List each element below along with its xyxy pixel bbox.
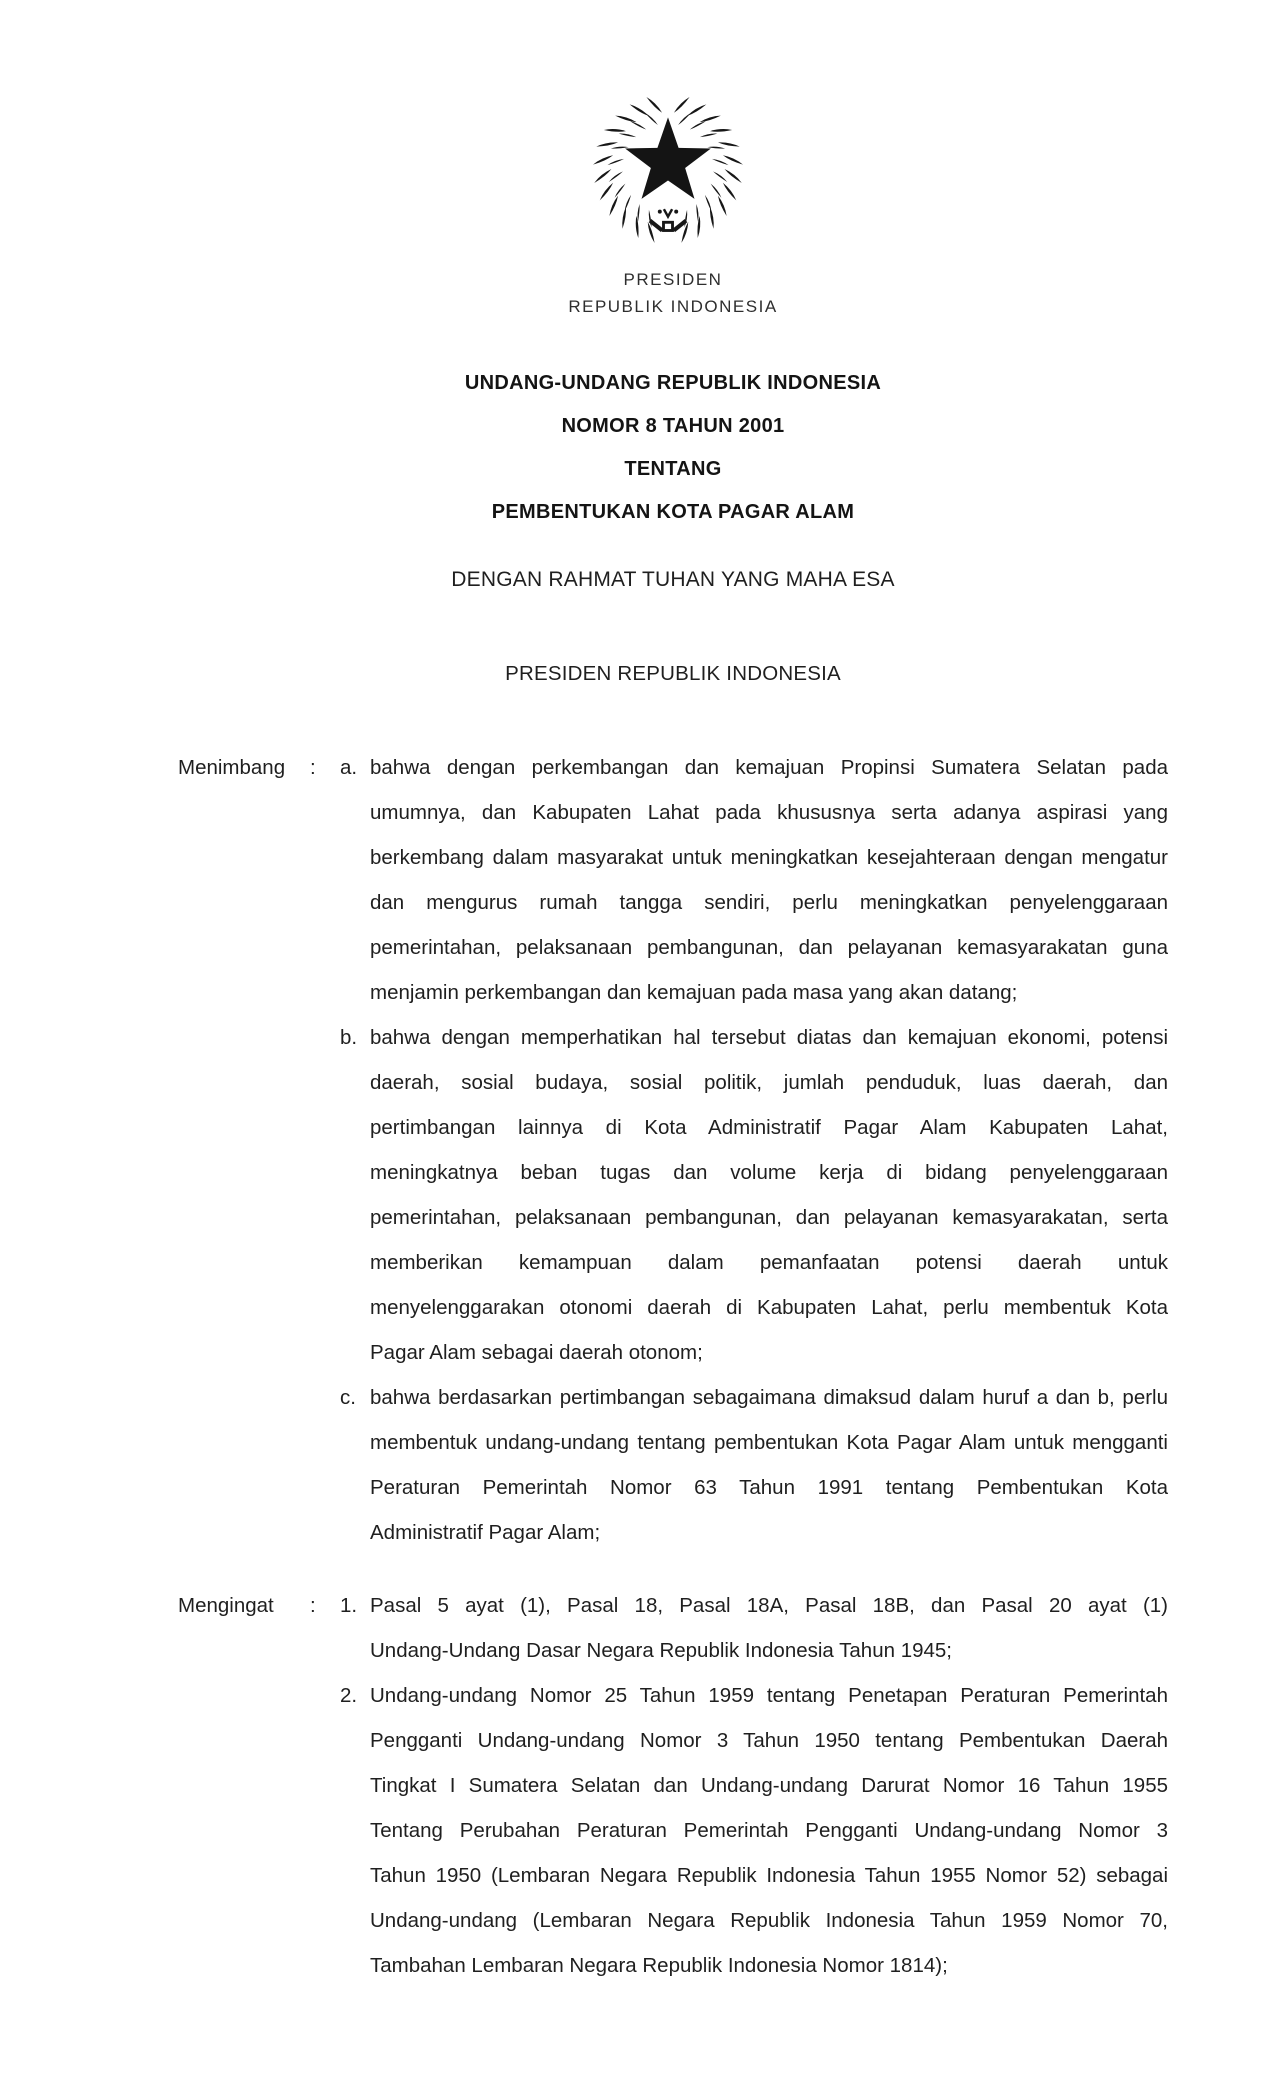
letterhead-republik-indonesia: REPUBLIK INDONESIA [568, 297, 778, 316]
item-marker: 1. [340, 1594, 358, 1617]
text-line: dan mengurus rumah tangga sendiri, perlu meningkatkan penyelenggaraan [370, 891, 1168, 914]
item-marker: a. [340, 756, 358, 779]
wreath-ribbon-ornament [650, 209, 686, 230]
item-text [370, 1375, 1168, 1555]
law-tentang-line: TENTANG [624, 458, 722, 480]
section-colon [310, 1015, 340, 1375]
authority-line: PRESIDEN REPUBLIK INDONESIA [505, 662, 841, 685]
text-line: Tingkat I Sumatera Selatan dan Undang-undang Darurat Nomor 16 Tahun 1955 [370, 1774, 1168, 1797]
text-line: Tentang Perubahan Peraturan Pemerintah Pengganti Undang-undang Nomor 3 [370, 1819, 1168, 1842]
section-mengingat [178, 1583, 1168, 1988]
text-line: menjamin perkembangan dan kemajuan pada masa yang akan datang; [370, 981, 1018, 1004]
section-label [178, 1015, 310, 1375]
section-menimbang [178, 745, 1168, 1555]
text-line: Undang-Undang Dasar Negara Republik Indonesia Tahun 1945; [370, 1639, 952, 1662]
law-number-line: NOMOR 8 TAHUN 2001 [561, 415, 785, 437]
letterhead-presiden: PRESIDEN [623, 270, 723, 289]
law-subject-line: PEMBENTUKAN KOTA PAGAR ALAM [491, 501, 855, 523]
letterhead [178, 266, 1168, 320]
text-line: Administratif Pagar Alam; [370, 1521, 601, 1544]
text-line: Peraturan Pemerintah Nomor 63 Tahun 1991 tentang Pembentukan Kota [370, 1476, 1168, 1499]
section-label: Mengingat [178, 1594, 274, 1617]
item-text [370, 1583, 1168, 1673]
section-colon: : [310, 756, 316, 779]
section-colon [310, 1673, 340, 1988]
text-line: bahwa berdasarkan pertimbangan sebagaimana dimaksud dalam huruf a dan b, perlu [370, 1386, 1168, 1409]
item-text [370, 1673, 1168, 1988]
item-text [370, 745, 1168, 1015]
section-colon [310, 1375, 340, 1555]
section-colon: : [310, 1594, 316, 1617]
item-marker: c. [340, 1386, 356, 1409]
star-icon [625, 117, 711, 199]
item-marker: b. [340, 1026, 358, 1049]
text-line: Undang-undang Nomor 25 Tahun 1959 tentang Penetapan Peraturan Pemerintah [370, 1684, 1168, 1707]
text-line: bahwa dengan memperhatikan hal tersebut diatas dan kemajuan ekonomi, potensi [370, 1026, 1168, 1049]
text-line: umumnya, dan Kabupaten Lahat pada khususnya serta adanya aspirasi yang [370, 801, 1168, 824]
text-line: Tahun 1950 (Lembaran Negara Republik Indonesia Tahun 1955 Nomor 52) sebagai [370, 1864, 1168, 1887]
text-line: Pagar Alam sebagai daerah otonom; [370, 1341, 703, 1364]
section-label: Menimbang [178, 756, 286, 779]
text-line: Pengganti Undang-undang Nomor 3 Tahun 1950 tentang Pembentukan Daerah [370, 1729, 1168, 1752]
text-line: pemerintahan, pelaksanaan pembangunan, dan pelayanan kemasyarakatan, serta [370, 1206, 1168, 1229]
invocation-line: DENGAN RAHMAT TUHAN YANG MAHA ESA [451, 568, 895, 591]
star-wreath-icon [586, 84, 750, 254]
law-title-line: UNDANG-UNDANG REPUBLIK INDONESIA [464, 372, 882, 394]
item-marker: 2. [340, 1684, 358, 1707]
section-label [178, 1375, 310, 1555]
text-line: Tambahan Lembaran Negara Republik Indonesia Nomor 1814); [370, 1954, 948, 1977]
presidential-emblem [586, 84, 750, 254]
preamble [178, 745, 1168, 1988]
text-line: membentuk undang-undang tentang pembentukan Kota Pagar Alam untuk mengganti [370, 1431, 1168, 1454]
text-line: berkembang dalam masyarakat untuk meningkatkan kesejahteraan dengan mengatur [370, 846, 1168, 869]
text-line: daerah, sosial budaya, sosial politik, jumlah penduduk, luas daerah, dan [370, 1071, 1168, 1094]
text-line: Pasal 5 ayat (1), Pasal 18, Pasal 18A, Pasal 18B, dan Pasal 20 ayat (1) [370, 1594, 1168, 1617]
text-line: bahwa dengan perkembangan dan kemajuan Propinsi Sumatera Selatan pada [370, 756, 1168, 779]
text-line: pertimbangan lainnya di Kota Administratif Pagar Alam Kabupaten Lahat, [370, 1116, 1168, 1139]
law-title-block [178, 362, 1168, 534]
section-label [178, 1673, 310, 1988]
text-line: memberikan kemampuan dalam pemanfaatan potensi daerah untuk [370, 1251, 1168, 1274]
item-text [370, 1015, 1168, 1375]
text-line: Undang-undang (Lembaran Negara Republik Indonesia Tahun 1959 Nomor 70, [370, 1909, 1168, 1932]
text-line: meningkatnya beban tugas dan volume kerja di bidang penyelenggaraan [370, 1161, 1168, 1184]
text-line: pemerintahan, pelaksanaan pembangunan, dan pelayanan kemasyarakatan guna [370, 936, 1168, 959]
text-line: menyelenggarakan otonomi daerah di Kabupaten Lahat, perlu membentuk Kota [370, 1296, 1168, 1319]
